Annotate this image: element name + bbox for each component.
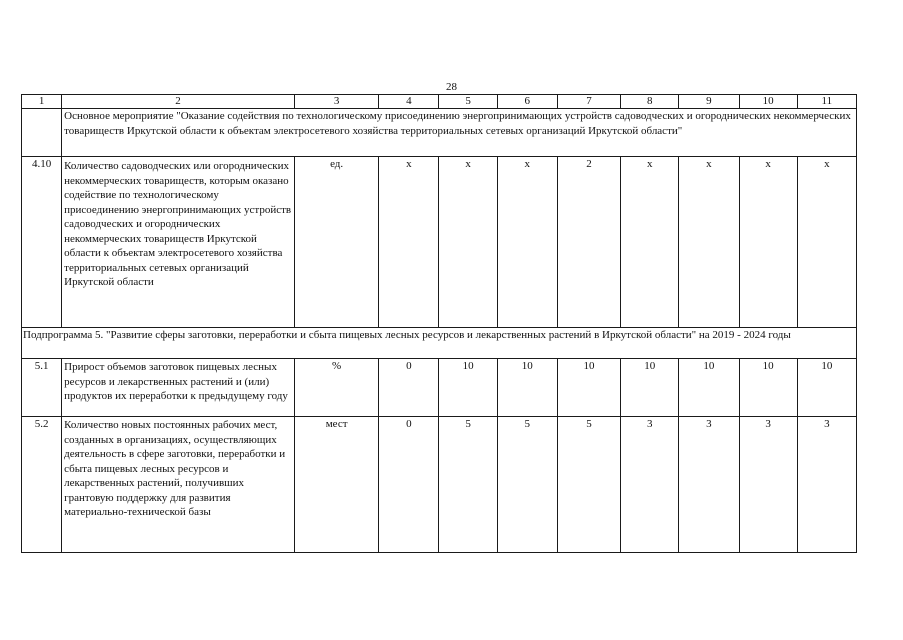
page-number: 28 bbox=[446, 81, 457, 93]
header-cell: 8 bbox=[621, 95, 679, 109]
subprogram-row bbox=[22, 328, 857, 359]
header-cell: 3 bbox=[294, 95, 378, 109]
header-cell: 11 bbox=[797, 95, 856, 109]
value-cell: 10 bbox=[557, 359, 620, 417]
value-cell: 2 bbox=[557, 157, 620, 328]
value-cell: 3 bbox=[797, 417, 856, 553]
value-cell: 3 bbox=[679, 417, 739, 553]
table-row bbox=[22, 417, 857, 553]
value-cell: 10 bbox=[497, 359, 557, 417]
indicators-table bbox=[21, 94, 857, 553]
value-cell: 3 bbox=[621, 417, 679, 553]
header-cell: 9 bbox=[679, 95, 739, 109]
value-cell: 10 bbox=[797, 359, 856, 417]
header-cell: 7 bbox=[557, 95, 620, 109]
value-cell: 0 bbox=[379, 417, 439, 553]
value-cell: х bbox=[497, 157, 557, 328]
indicator-name: Количество новых постоянных рабочих мест, созданных в организациях, осуществляющих деятельность в сфере заготовки, переработки и сбыта пищевых лесных ресурсов и лекарственных растений, получивших грантовую поддержку для развития материально-технической базы bbox=[62, 417, 295, 553]
value-cell: х bbox=[439, 157, 497, 328]
value-cell: х bbox=[621, 157, 679, 328]
value-cell: х bbox=[679, 157, 739, 328]
value-cell: 5 bbox=[439, 417, 497, 553]
unit-cell: мест bbox=[294, 417, 378, 553]
subprogram-title: Подпрограмма 5. "Развитие сферы заготовки, переработки и сбыта пищевых лесных ресурсов и лекарственных растений в Иркутской области" на 2019 - 2024 годы bbox=[22, 328, 857, 359]
header-cell: 10 bbox=[739, 95, 797, 109]
value-cell: х bbox=[739, 157, 797, 328]
indicator-name: Количество садоводческих или огороднических некоммерческих товариществ, которым оказано содействие по технологическому присоединению энергопринимающих устройств садоводческих и огороднических некоммерческих товариществ Иркутской области к объектам электросетевого хозяйства территориальных сетевых организаций Иркутской области bbox=[62, 157, 295, 328]
row-number: 5.1 bbox=[22, 359, 62, 417]
unit-cell: % bbox=[294, 359, 378, 417]
value-cell: 10 bbox=[621, 359, 679, 417]
header-cell: 1 bbox=[22, 95, 62, 109]
header-row bbox=[22, 95, 857, 109]
value-cell: х bbox=[379, 157, 439, 328]
value-cell: 5 bbox=[557, 417, 620, 553]
value-cell: х bbox=[797, 157, 856, 328]
row-number: 5.2 bbox=[22, 417, 62, 553]
unit-cell: ед. bbox=[294, 157, 378, 328]
value-cell: 3 bbox=[739, 417, 797, 553]
main-event-title: Основное мероприятие "Оказание содействия по технологическому присоединению энергопринимающих устройств садоводческих и огороднических некоммерческих товариществ Иркутской области к объектам электросетевого хозяйства территориальных сетевых организаций Иркутской области" bbox=[62, 109, 857, 157]
header-cell: 5 bbox=[439, 95, 497, 109]
main-event-row bbox=[22, 109, 857, 157]
header-cell: 4 bbox=[379, 95, 439, 109]
value-cell: 10 bbox=[439, 359, 497, 417]
value-cell: 0 bbox=[379, 359, 439, 417]
value-cell: 5 bbox=[497, 417, 557, 553]
value-cell: 10 bbox=[739, 359, 797, 417]
value-cell: 10 bbox=[679, 359, 739, 417]
table-row bbox=[22, 359, 857, 417]
header-cell: 6 bbox=[497, 95, 557, 109]
indicator-name: Прирост объемов заготовок пищевых лесных ресурсов и лекарственных растений и (или) продуктов их переработки к предыдущему году bbox=[62, 359, 295, 417]
row-number: 4.10 bbox=[22, 157, 62, 328]
header-cell: 2 bbox=[62, 95, 295, 109]
empty-cell bbox=[22, 109, 62, 157]
table-row bbox=[22, 157, 857, 328]
